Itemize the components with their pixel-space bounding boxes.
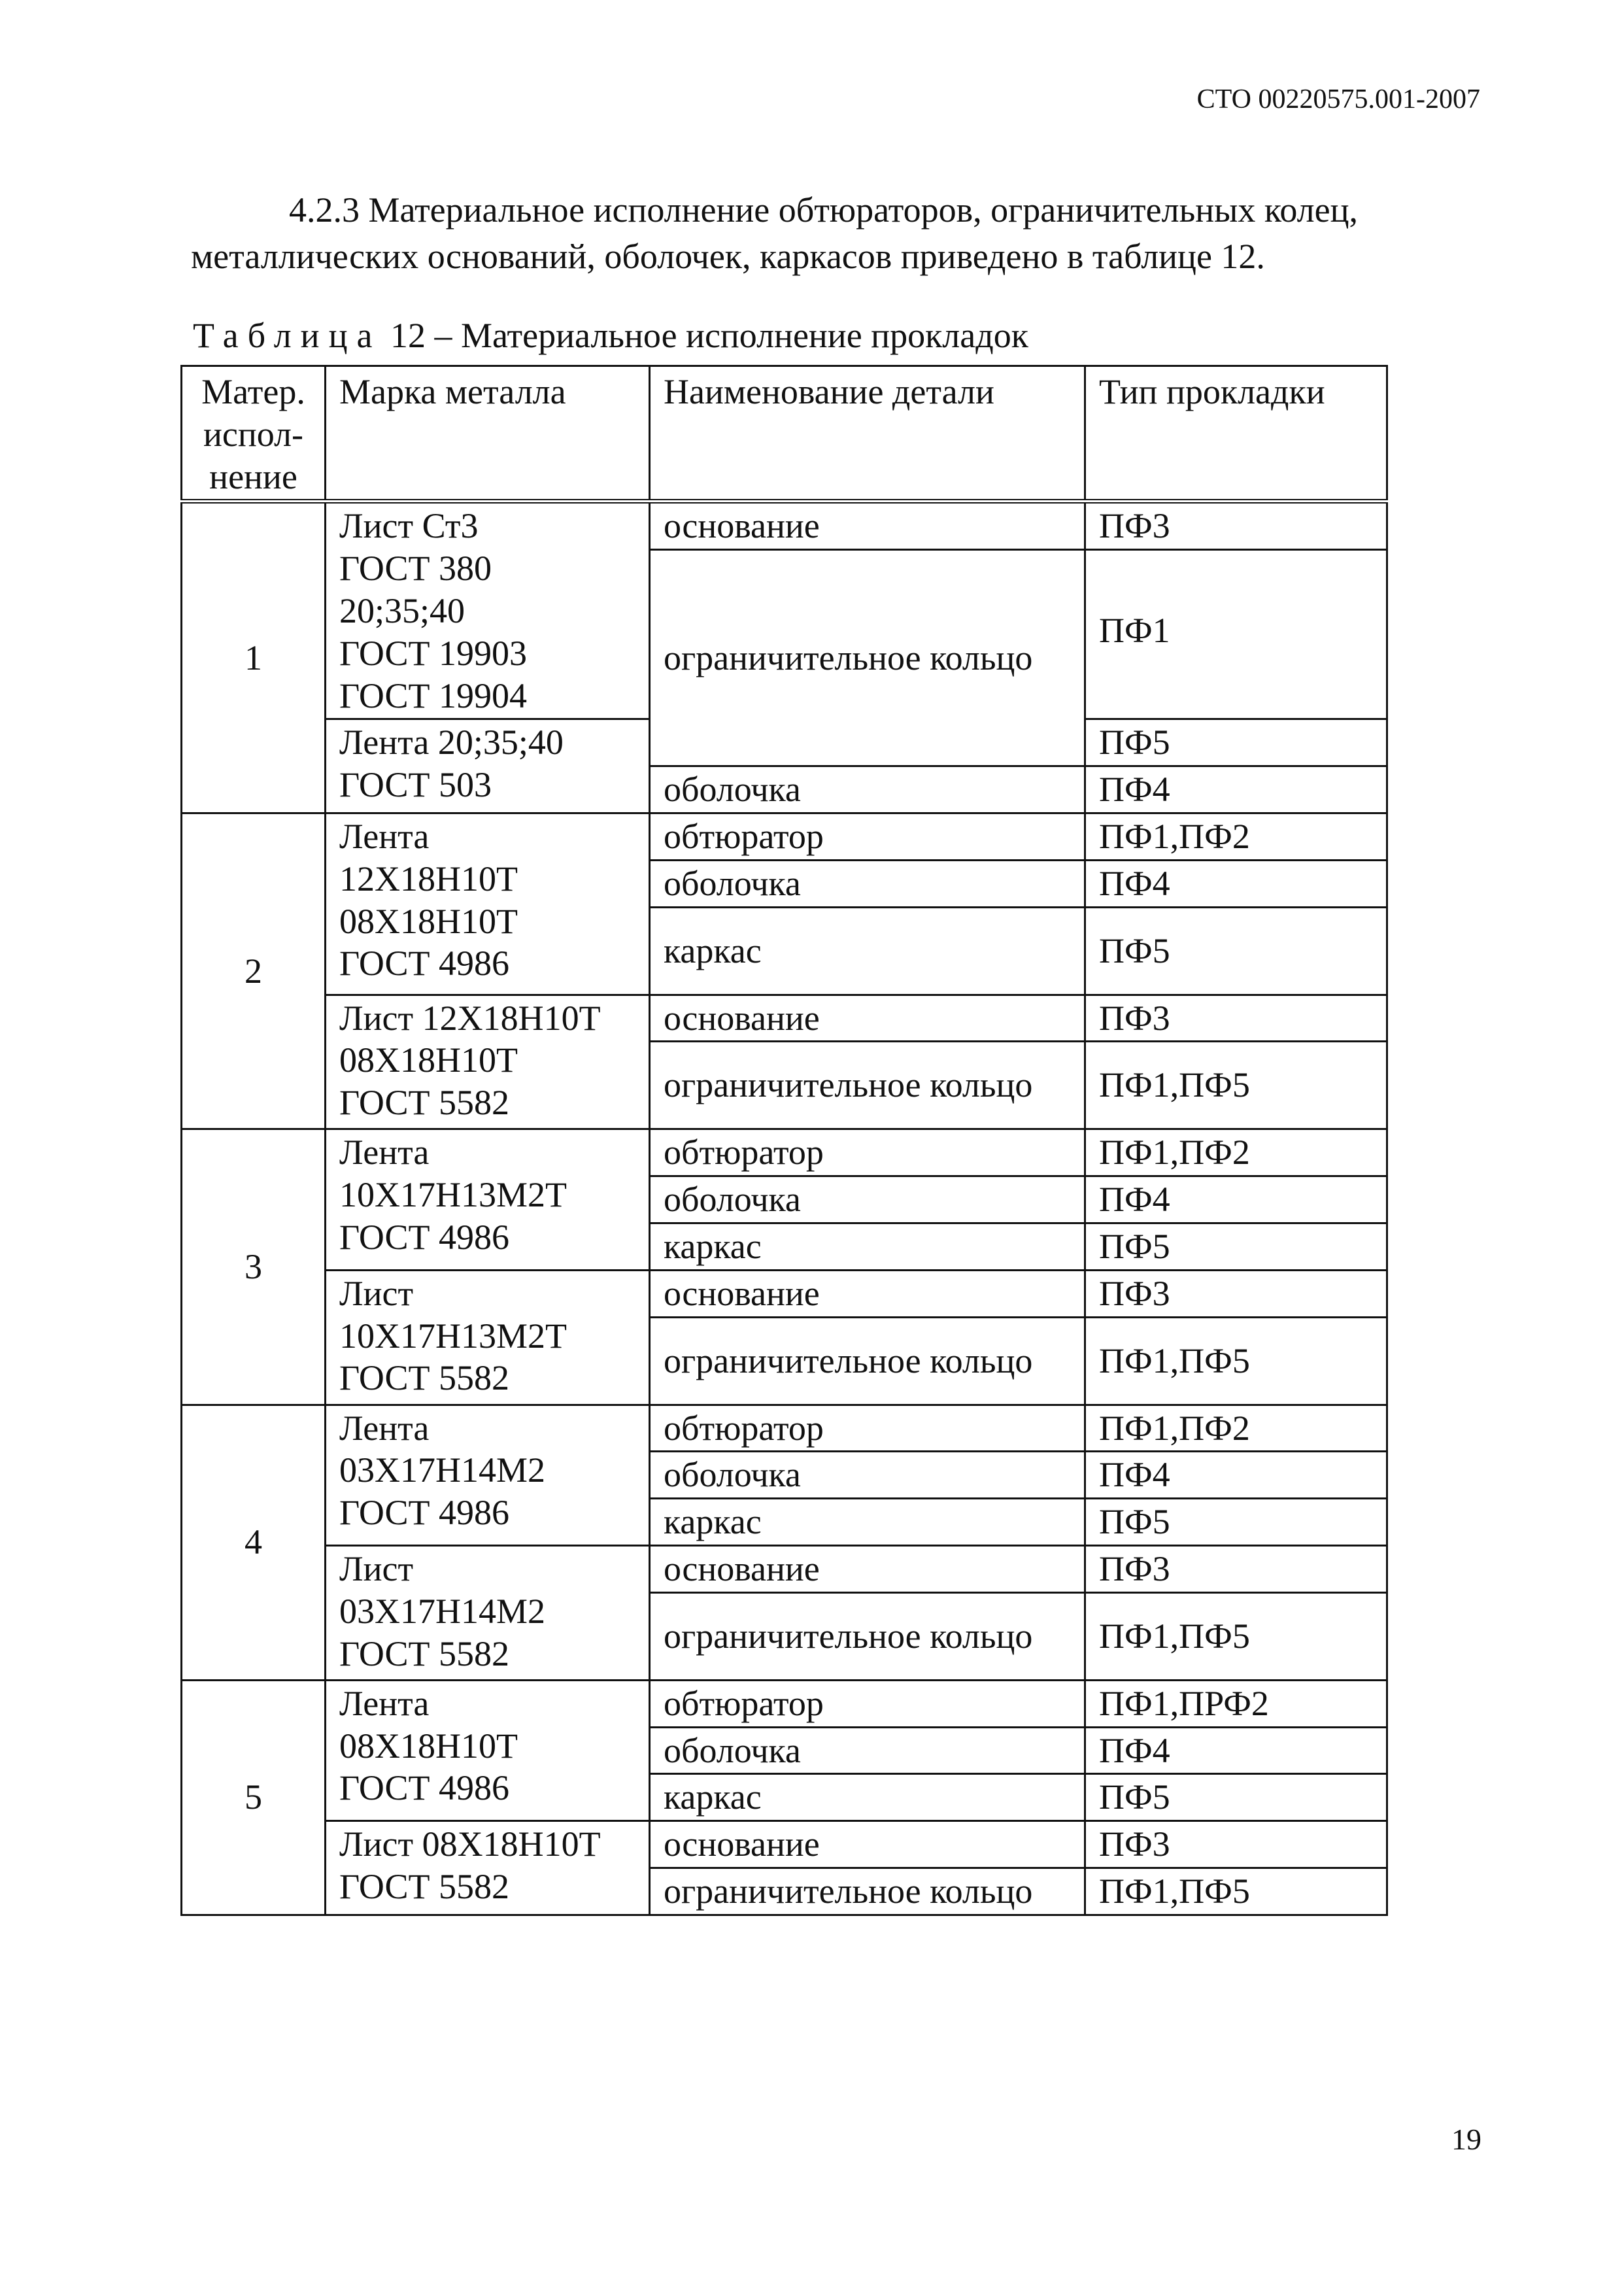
part-name: оболочка: [650, 1727, 1085, 1774]
metal-grade: Лента 20;35;40 ГОСТ 503: [326, 719, 650, 813]
part-name: каркас: [650, 1499, 1085, 1546]
gasket-type: ПФ5: [1085, 1223, 1387, 1270]
table-row: [182, 502, 1387, 550]
material-number: 2: [182, 813, 326, 1129]
gasket-type: ПФ5: [1085, 1774, 1387, 1821]
gasket-type: ПФ1,ПФ5: [1085, 1042, 1387, 1129]
gasket-type: ПФ3: [1085, 502, 1387, 550]
table-header-row: [182, 366, 1387, 502]
gasket-type: ПФ4: [1085, 860, 1387, 907]
metal-grade: Лист 12Х18Н10Т 08Х18Н10Т ГОСТ 5582: [326, 995, 650, 1129]
part-name: ограничительное кольцо: [650, 1592, 1085, 1680]
materials-table: [180, 365, 1388, 1916]
metal-grade: Лист 10Х17Н13М2Т ГОСТ 5582: [326, 1270, 650, 1405]
part-name: каркас: [650, 907, 1085, 995]
document-code: СТО 00220575.001-2007: [1196, 84, 1480, 114]
part-name: оболочка: [650, 766, 1085, 813]
material-number: 4: [182, 1405, 326, 1680]
gasket-type: ПФ1,ПФ5: [1085, 1868, 1387, 1915]
table-caption: [193, 315, 1028, 356]
gasket-type: ПФ3: [1085, 1270, 1387, 1317]
part-name: основание: [650, 995, 1085, 1042]
gasket-type: ПФ4: [1085, 766, 1387, 813]
table-row: [182, 1680, 1387, 1727]
metal-grade: Лента 03Х17Н14М2 ГОСТ 4986: [326, 1405, 650, 1545]
metal-grade: Лист 08Х18Н10Т ГОСТ 5582: [326, 1821, 650, 1915]
material-number: 5: [182, 1680, 326, 1915]
gasket-type: ПФ1,ПФ2: [1085, 1129, 1387, 1176]
part-name: обтюратор: [650, 813, 1085, 860]
table-row: [182, 1405, 1387, 1452]
part-name: обтюратор: [650, 1129, 1085, 1176]
header-part-name: Наименование детали: [650, 366, 1085, 502]
part-name: ограничительное кольцо: [650, 1868, 1085, 1915]
gasket-type: ПФ5: [1085, 907, 1387, 995]
gasket-type: ПФ1,ПФ2: [1085, 813, 1387, 860]
metal-grade: Лист Ст3 ГОСТ 380 20;35;40 ГОСТ 19903 ГОСТ 19904: [326, 502, 650, 719]
table-row: [182, 1270, 1387, 1317]
header-material-execution: Матер. испол- нение: [182, 366, 326, 502]
table-caption-text: 12 – Материальное исполнение прокладок: [390, 316, 1028, 355]
table-row: [182, 1545, 1387, 1592]
gasket-type: ПФ1,ПФ2: [1085, 1405, 1387, 1452]
header-gasket-type: Тип прокладки: [1085, 366, 1387, 502]
intro-line: металлических оснований, оболочек, каркасов приведено в таблице 12.: [191, 237, 1265, 277]
table-row: [182, 995, 1387, 1042]
metal-grade: Лента 10Х17Н13М2Т ГОСТ 4986: [326, 1129, 650, 1270]
part-name: каркас: [650, 1223, 1085, 1270]
gasket-type: ПФ4: [1085, 1176, 1387, 1223]
part-name: оболочка: [650, 860, 1085, 907]
table-row: [182, 1129, 1387, 1176]
part-name: основание: [650, 1545, 1085, 1592]
metal-grade: Лента 08Х18Н10Т ГОСТ 4986: [326, 1680, 650, 1820]
material-number: 3: [182, 1129, 326, 1405]
material-number: 1: [182, 502, 326, 813]
gasket-type: ПФ4: [1085, 1452, 1387, 1499]
metal-grade: Лист 03Х17Н14М2 ГОСТ 5582: [326, 1545, 650, 1680]
part-name: основание: [650, 1821, 1085, 1868]
header-metal-grade: Марка металла: [326, 366, 650, 502]
gasket-type: ПФ4: [1085, 1727, 1387, 1774]
gasket-type: ПФ1,ПФ5: [1085, 1317, 1387, 1405]
gasket-type: ПФ3: [1085, 1821, 1387, 1868]
gasket-type: ПФ3: [1085, 995, 1387, 1042]
intro-paragraph: [191, 187, 1472, 281]
part-name: каркас: [650, 1774, 1085, 1821]
table-row: [182, 1821, 1387, 1868]
gasket-type: ПФ1,ПФ5: [1085, 1592, 1387, 1680]
part-name: ограничительное кольцо: [650, 1317, 1085, 1405]
intro-line: 4.2.3 Материальное исполнение обтюраторов, ограничительных колец,: [289, 190, 1358, 230]
metal-grade: Лента 12Х18Н10Т 08Х18Н10Т ГОСТ 4986: [326, 813, 650, 995]
gasket-type: ПФ1,ПРФ2: [1085, 1680, 1387, 1727]
part-name: ограничительное кольцо: [650, 1042, 1085, 1129]
part-name: основание: [650, 502, 1085, 550]
part-name: обтюратор: [650, 1680, 1085, 1727]
gasket-type: ПФ5: [1085, 1499, 1387, 1546]
part-name: обтюратор: [650, 1405, 1085, 1452]
gasket-type: ПФ3: [1085, 1545, 1387, 1592]
part-name: ограничительное кольцо: [650, 550, 1085, 766]
page-number: 19: [1451, 2123, 1481, 2156]
part-name: основание: [650, 1270, 1085, 1317]
table-row: [182, 813, 1387, 860]
gasket-type: ПФ1: [1085, 550, 1387, 719]
part-name: оболочка: [650, 1452, 1085, 1499]
part-name: оболочка: [650, 1176, 1085, 1223]
gasket-type: ПФ5: [1085, 719, 1387, 766]
table-caption-word: Таблица: [193, 316, 382, 355]
